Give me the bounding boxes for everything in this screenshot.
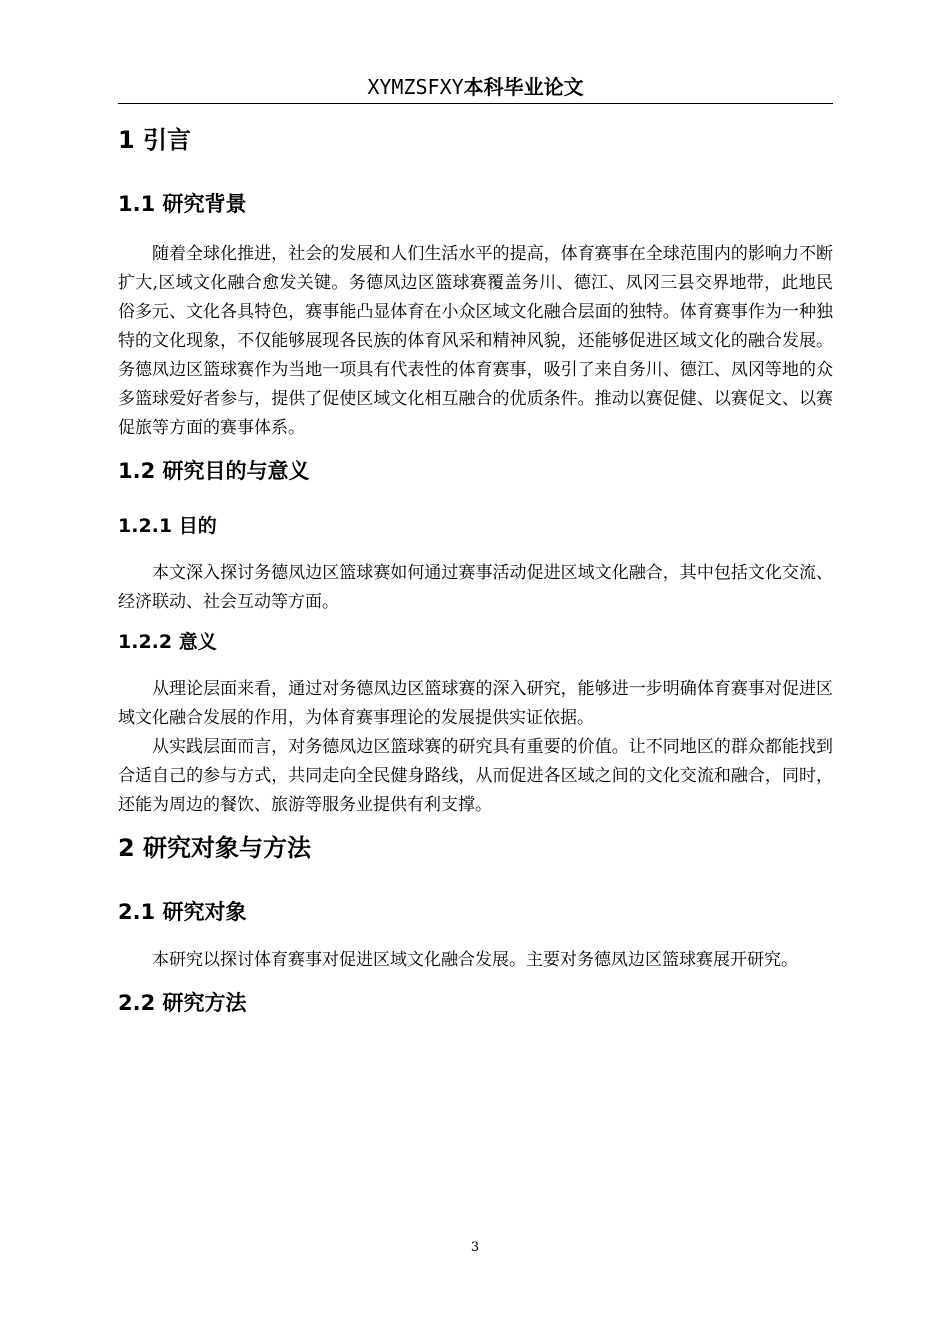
heading-2-2: 2.2 研究方法	[118, 991, 247, 1015]
paragraph-2-1: 本研究以探讨体育赛事对促进区域文化融合发展。主要对务德凤边区篮球赛展开研究。	[152, 950, 798, 970]
header-latin: XYMZSFXY	[367, 75, 464, 99]
body-content	[118, 120, 833, 1019]
heading-1-2-1: 1.2.1 目的	[118, 515, 217, 537]
paragraph-1-1: 随着全球化推进，社会的发展和人们生活水平的提高，体育赛事在全球范围内的影响力不断扩大,区域文化融合愈发关键。务德凤边区篮球赛覆盖务川、德江、凤冈三县交界地带，此地民俗多元、文化各具特色，赛事能凸显体育在小众区域文化融合层面的独特。体育赛事作为一种独特的文化现象，不仅能够展现各民族的体育风采和精神风貌，还能够促进区域文化的融合发展。务德凤边区篮球赛作为当地一项具有代表性的体育赛事，吸引了来自务川、德江、凤冈等地的众多篮球爱好者参与，提供了促使区域文化相互融合的优质条件。推动以赛促健、以赛促文、以赛促旅等方面的赛事体系。	[118, 244, 833, 438]
page-number: 3	[470, 1240, 480, 1255]
heading-1-2: 1.2 研究目的与意义	[118, 459, 310, 483]
heading-1-2-2: 1.2.2 意义	[118, 631, 217, 653]
heading-1: 1 引言	[118, 126, 192, 154]
paragraph-1-2-2-b: 从实践层面而言，对务德凤边区篮球赛的研究具有重要的价值。让不同地区的群众都能找到合适自己的参与方式，共同走向全民健身路线，从而促进各区域之间的文化交流和融合，同时，还能为周边的餐饮、旅游等服务业提供有利支撑。	[118, 737, 833, 815]
header-title: 本科毕业论文	[463, 75, 584, 99]
paragraph-1-2-2-a: 从理论层面来看，通过对务德凤边区篮球赛的深入研究，能够进一步明确体育赛事对促进区域文化融合发展的作用，为体育赛事理论的发展提供实证依据。	[118, 679, 833, 728]
header-rule	[118, 103, 833, 104]
heading-1-1: 1.1 研究背景	[118, 192, 247, 216]
heading-2-1: 2.1 研究对象	[118, 900, 247, 924]
heading-2: 2 研究对象与方法	[118, 834, 312, 862]
paragraph-1-2-1: 本文深入探讨务德凤边区篮球赛如何通过赛事活动促进区域文化融合，其中包括文化交流、经济联动、社会互动等方面。	[118, 563, 833, 612]
running-header	[118, 74, 833, 100]
